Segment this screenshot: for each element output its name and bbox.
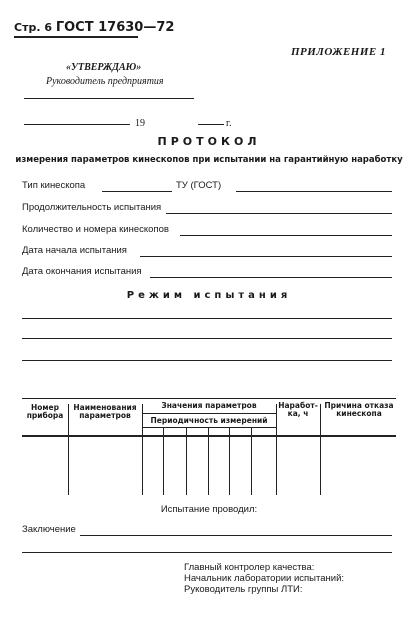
date-century: 19: [135, 118, 145, 129]
mode-line-1: [22, 318, 392, 319]
table-col-sep-7: [251, 427, 252, 495]
conclusion-line-1: [80, 535, 392, 536]
test-conducted-by: Испытание проводил:: [160, 504, 258, 515]
mode-line-3: [22, 360, 392, 361]
table-col-sep-4: [186, 427, 187, 495]
protocol-title: ПРОТОКОЛ: [157, 135, 261, 148]
field-end-date: Дата окончания испытания: [22, 266, 142, 277]
table-header-failure-reason: Причина отказа кинескопа: [324, 401, 394, 418]
signature-line: [24, 98, 194, 99]
conclusion-line-2: [22, 552, 392, 553]
protocol-subtitle: измерения параметров кинескопов при испытании на гарантийную наработку: [15, 155, 403, 165]
table-top-border: [22, 398, 396, 399]
standard-number: ГОСТ 17630—72: [55, 20, 175, 35]
field-tu-gost-line: [236, 191, 392, 192]
table-col-sep-1: [68, 404, 69, 495]
table-header-values: Значения параметров: [161, 401, 257, 410]
mode-title: Режим испытания: [126, 290, 292, 301]
field-kinescope-type: Тип кинескопа: [22, 180, 86, 191]
field-end-date-line: [150, 277, 392, 278]
date-year-line: [198, 124, 224, 125]
table-col-sep-5: [208, 427, 209, 495]
field-start-date: Дата начала испытания: [22, 245, 127, 256]
field-quantity-line: [180, 235, 392, 236]
field-duration-line: [166, 213, 392, 214]
signature-chief-quality: Главный контролер качества:: [184, 562, 315, 573]
mode-line-2: [22, 338, 392, 339]
signature-group-head: Руководитель группы ЛТИ:: [184, 584, 303, 595]
table-header-number: Номер прибора: [26, 403, 64, 420]
table-header-runtime: Наработ-ка, ч: [278, 401, 318, 418]
page-label: Стр. 6: [14, 21, 52, 34]
appendix-label: ПРИЛОЖЕНИЕ 1: [290, 46, 386, 58]
table-col-sep-6: [229, 427, 230, 495]
table-col-sep-8: [276, 404, 277, 495]
page-header: [14, 20, 174, 35]
field-tu-gost: ТУ (ГОСТ): [176, 180, 222, 191]
table-col-sep-9: [320, 404, 321, 495]
signature-lab-head: Начальник лаборатории испытаний:: [184, 573, 345, 584]
approve-stamp: «УТВЕРЖДАЮ»: [66, 62, 142, 73]
date-day-line: [24, 124, 130, 125]
table-header-bottom: [22, 435, 396, 437]
table-col-sep-3: [163, 427, 164, 495]
table-header-param-names: Наименования параметров: [73, 403, 137, 420]
header-rule: [14, 36, 138, 38]
head-of-enterprise: Руководитель предприятия: [46, 76, 164, 87]
table-values-divider: [142, 413, 276, 414]
field-start-date-line: [140, 256, 392, 257]
date-year-suffix: г.: [226, 118, 232, 129]
measurement-table: [22, 398, 396, 495]
field-kinescope-type-line: [102, 191, 172, 192]
table-header-periodicity: Периодичность измерений: [150, 416, 268, 425]
field-quantity: Количество и номера кинескопов: [22, 224, 169, 235]
conclusion-label: Заключение: [22, 524, 76, 535]
field-duration: Продолжительность испытания: [22, 202, 162, 213]
